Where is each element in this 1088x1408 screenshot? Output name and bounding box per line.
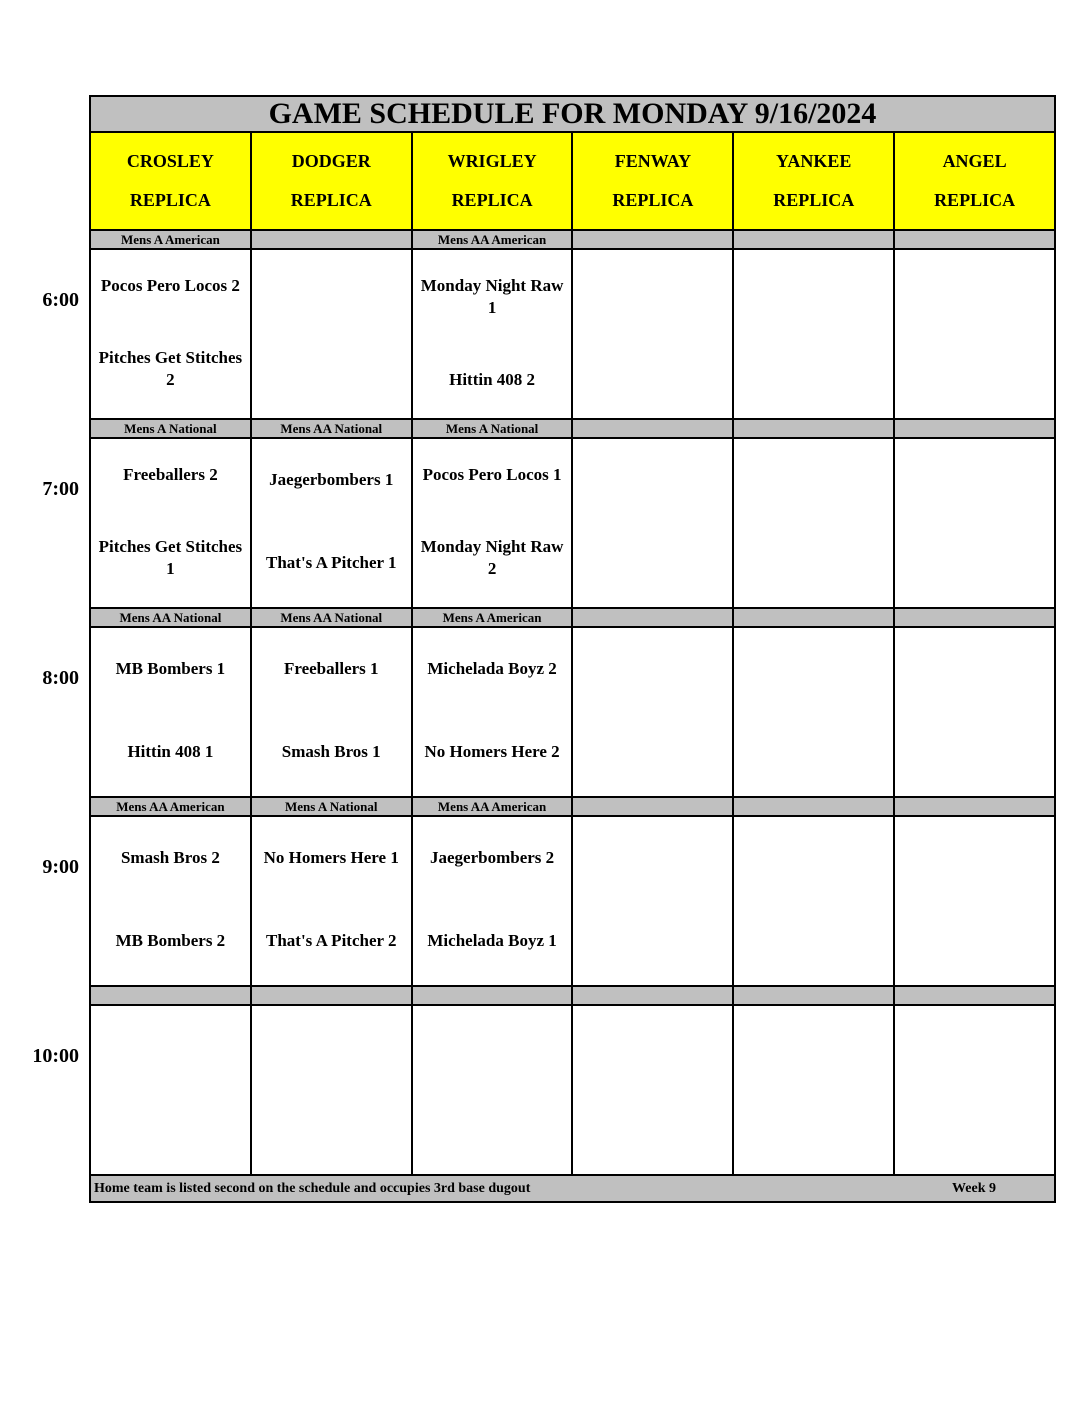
division-label — [894, 608, 1055, 627]
division-label — [251, 230, 412, 249]
game-cell — [412, 1005, 573, 1175]
game-cell — [251, 816, 412, 986]
field-type: REPLICA — [612, 189, 694, 210]
division-label: Mens A National — [251, 797, 412, 816]
field-type: REPLICA — [773, 189, 855, 210]
week-label: Week 9 — [952, 1180, 996, 1196]
away-team: No Homers Here 1 — [263, 848, 399, 868]
away-team: Michelada Boyz 2 — [427, 659, 557, 679]
division-label: Mens AA National — [251, 608, 412, 627]
division-label — [733, 608, 894, 627]
division-label — [894, 986, 1055, 1005]
away-team: Monday Night Raw 1 — [420, 275, 564, 318]
home-team-note: Home team is listed second on the schedule and occupies 3rd base dugout — [94, 1180, 531, 1196]
game-cell — [733, 627, 894, 797]
field-header-wrigley — [412, 132, 573, 230]
game-row-7pm — [0, 438, 1055, 608]
game-cell — [251, 627, 412, 797]
title-row — [0, 96, 1055, 132]
footer-bar — [90, 1175, 1055, 1202]
game-cell — [572, 438, 733, 608]
game-cell — [251, 249, 412, 419]
away-team: Jaegerbombers 2 — [429, 848, 555, 868]
game-row-8pm — [0, 627, 1055, 797]
division-label: Mens AA American — [412, 797, 573, 816]
division-label: Mens AA American — [90, 797, 251, 816]
gutter-cell — [0, 132, 90, 230]
division-row-9pm — [0, 797, 1055, 816]
division-label — [894, 419, 1055, 438]
game-cell — [90, 438, 251, 608]
division-row-7pm — [0, 419, 1055, 438]
gutter-cell — [0, 986, 90, 1005]
field-header-dodger — [251, 132, 412, 230]
gutter-cell — [0, 608, 90, 627]
game-row-10pm — [0, 1005, 1055, 1175]
field-header-angel — [894, 132, 1055, 230]
gutter-cell — [0, 1175, 90, 1202]
away-team: Freeballers 2 — [123, 464, 218, 484]
division-label — [572, 230, 733, 249]
home-team: Smash Bros 1 — [281, 742, 381, 762]
away-team: Freeballers 1 — [283, 659, 379, 679]
game-cell — [572, 249, 733, 419]
game-cell — [733, 816, 894, 986]
game-cell — [733, 438, 894, 608]
game-cell — [90, 627, 251, 797]
division-label: Mens A National — [90, 419, 251, 438]
field-name: ANGEL — [942, 151, 1007, 172]
page-title: GAME SCHEDULE FOR MONDAY 9/16/2024 — [90, 96, 1055, 132]
field-name: YANKEE — [776, 151, 852, 172]
home-team: No Homers Here 2 — [424, 742, 560, 762]
division-label: Mens AA National — [251, 419, 412, 438]
time-label: 7:00 — [0, 438, 90, 608]
game-cell — [572, 816, 733, 986]
game-cell — [412, 438, 573, 608]
time-label: 10:00 — [0, 1005, 90, 1175]
game-cell — [572, 1005, 733, 1175]
division-label: Mens A American — [90, 230, 251, 249]
division-row-10pm — [0, 986, 1055, 1005]
time-label: 8:00 — [0, 627, 90, 797]
game-cell — [572, 627, 733, 797]
game-cell — [733, 1005, 894, 1175]
division-label — [572, 419, 733, 438]
game-cell — [412, 816, 573, 986]
field-type: REPLICA — [934, 189, 1016, 210]
division-label — [572, 797, 733, 816]
game-cell — [733, 249, 894, 419]
home-team: Michelada Boyz 1 — [427, 931, 557, 951]
division-label — [412, 986, 573, 1005]
away-team: Pocos Pero Locos 2 — [100, 275, 240, 295]
division-label: Mens A National — [412, 419, 573, 438]
division-label — [251, 986, 412, 1005]
game-cell — [894, 816, 1055, 986]
division-label — [572, 986, 733, 1005]
gutter-cell — [0, 96, 90, 132]
home-team: Monday Night Raw 2 — [420, 536, 564, 578]
schedule-table — [0, 95, 1056, 1203]
game-cell — [894, 249, 1055, 419]
division-row-8pm — [0, 608, 1055, 627]
game-cell — [90, 1005, 251, 1175]
division-label — [894, 797, 1055, 816]
game-cell — [894, 438, 1055, 608]
home-team: MB Bombers 2 — [115, 931, 226, 951]
game-cell — [251, 438, 412, 608]
game-cell — [90, 816, 251, 986]
field-header-fenway — [572, 132, 733, 230]
away-team: Smash Bros 2 — [120, 848, 220, 868]
division-label: Mens AA National — [90, 608, 251, 627]
home-team: That's A Pitcher 1 — [265, 553, 397, 573]
game-row-6pm — [0, 249, 1055, 419]
away-team: MB Bombers 1 — [115, 659, 226, 679]
division-label — [894, 230, 1055, 249]
division-label — [733, 419, 894, 438]
division-label: Mens AA American — [412, 230, 573, 249]
game-cell — [412, 249, 573, 419]
away-team: Jaegerbombers 1 — [269, 470, 394, 490]
game-cell — [894, 627, 1055, 797]
away-team: Pocos Pero Locos 1 — [422, 464, 562, 484]
home-team: Hittin 408 2 — [449, 369, 536, 389]
field-header-yankee — [733, 132, 894, 230]
game-cell — [412, 627, 573, 797]
field-name: CROSLEY — [126, 151, 214, 172]
footer-row — [0, 1175, 1055, 1202]
home-team: Pitches Get Stitches 2 — [98, 347, 243, 389]
time-label: 9:00 — [0, 816, 90, 986]
field-type: REPLICA — [129, 189, 211, 210]
field-name: WRIGLEY — [447, 151, 537, 172]
division-label — [733, 986, 894, 1005]
division-label — [572, 608, 733, 627]
field-type: REPLICA — [290, 189, 372, 210]
field-type: REPLICA — [451, 189, 533, 210]
division-label — [733, 230, 894, 249]
home-team: Pitches Get Stitches 1 — [98, 536, 243, 578]
gutter-cell — [0, 797, 90, 816]
game-cell — [90, 249, 251, 419]
game-cell — [894, 1005, 1055, 1175]
gutter-cell — [0, 419, 90, 438]
field-name: FENWAY — [614, 151, 692, 172]
field-name: DODGER — [291, 151, 371, 172]
home-team: Hittin 408 1 — [127, 742, 214, 762]
time-label: 6:00 — [0, 249, 90, 419]
division-row-6pm — [0, 230, 1055, 249]
game-row-9pm — [0, 816, 1055, 986]
home-team: That's A Pitcher 2 — [265, 931, 397, 951]
field-header-crosley — [90, 132, 251, 230]
gutter-cell — [0, 230, 90, 249]
field-header-row — [0, 132, 1055, 230]
division-label: Mens A American — [412, 608, 573, 627]
game-cell — [251, 1005, 412, 1175]
division-label — [90, 986, 251, 1005]
division-label — [733, 797, 894, 816]
